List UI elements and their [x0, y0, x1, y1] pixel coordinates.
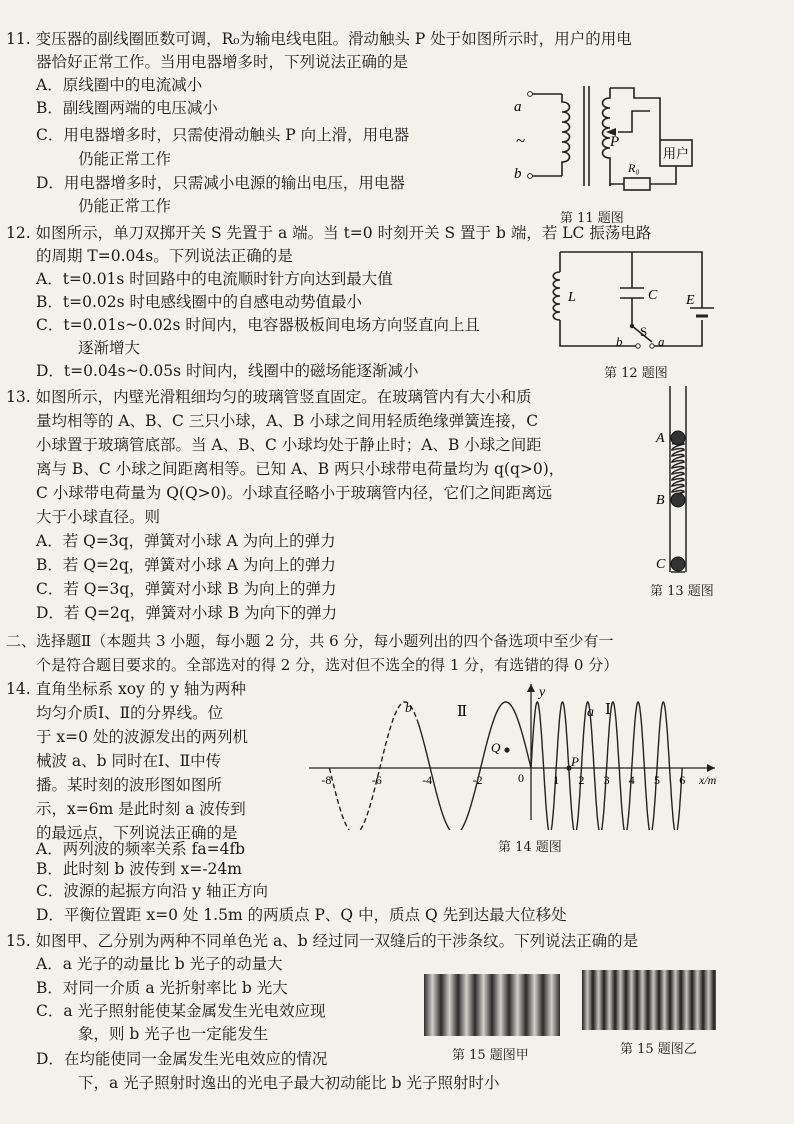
q12-fig-label-e: E [686, 293, 695, 308]
q13-glass-tube-figure [650, 384, 700, 576]
q11-fig-label-b: b [514, 166, 522, 182]
q14-tick-label: 1 [553, 773, 560, 787]
q14-fig-y-axis-label: y [539, 685, 546, 700]
q11-fig-user-box-label: 用户 [663, 146, 690, 161]
q11-figure-caption: 第 11 题图 [560, 211, 624, 226]
q15-option-c-line2: 象，则 b 光子也一定能发生 [78, 1025, 269, 1043]
q12-figure-caption: 第 12 题图 [604, 366, 668, 381]
q14-tick-label: 5 [654, 773, 660, 787]
q13-fig-ball-c: C [656, 557, 666, 572]
section2-heading-line1: 二、选择题Ⅱ（本题共 3 小题，每小题 2 分，共 6 分，每小题列出的四个备选项中至少有一 [6, 632, 614, 650]
q11-option-d-line2: 仍能正常工作 [78, 197, 172, 215]
q13-stem-line5: C 小球带电荷量为 Q(Q>0)。小球直径略小于玻璃管内径，它们之间距离远 [36, 484, 553, 502]
q12-option-d: D．t=0.04s~0.05s 时间内，线圈中的磁场能逐渐减小 [36, 362, 419, 380]
q12-option-c-line2: 逐渐增大 [78, 339, 141, 357]
q13-stem-line2: 量均相等的 A、B、C 三只小球，A、B 小球之间用轻质绝缘弹簧连接，C [36, 412, 539, 430]
q14-stem-line3: 于 x=0 处的波源发出的两列机 [36, 728, 248, 746]
q15-option-c-line1: C．a 光子照射能使某金属发生光电效应现 [36, 1002, 326, 1020]
q15-fringe-pattern-b [582, 970, 716, 1030]
q14-fig-origin: 0 [518, 771, 524, 785]
q15-fringe-pattern-a [424, 974, 560, 1036]
q14-neg-tick-labels [321, 773, 482, 787]
q14-tick-label: 4 [628, 773, 635, 787]
q12-fig-label-a: a [658, 334, 665, 349]
q13-fig-ball-b: B [656, 493, 665, 508]
q13-stem-line4: 离与 B、C 小球之间距离相等。已知 A、B 两只小球带电荷量均为 q(q>0)， [36, 460, 565, 478]
q15-caption-b: 第 15 题图乙 [620, 1042, 697, 1057]
q12-option-c-line1: C．t=0.01s~0.02s 时间内，电容器极板间电场方向竖直向上且 [36, 316, 480, 334]
q14-tick-label: 6 [679, 773, 686, 787]
q11-fig-r0-label: R₀ [628, 161, 640, 175]
q14-figure-caption: 第 14 题图 [498, 840, 562, 855]
q14-fig-x-axis-label: x/m [699, 773, 717, 787]
q13-stem-line1: 13. 如图所示，内壁光滑粗细均匀的玻璃管竖直固定。在玻璃管内有大小和质 [6, 388, 532, 406]
q13-stem-line3: 小球置于玻璃管底部。当 A、B、C 小球均处于静止时；A、B 小球之间距 [36, 436, 542, 454]
q14-option-c: C．波源的起振方向沿 y 轴正方向 [36, 882, 268, 900]
q14-fig-medium-II: Ⅱ [457, 704, 468, 720]
q15-option-d-line1: D．在均能使同一金属发生光电效应的情况 [36, 1050, 328, 1068]
q14-wave-a [531, 702, 682, 830]
q13-option-a: A．若 Q=3q，弹簧对小球 A 为向上的弹力 [36, 532, 336, 550]
q11-fig-label-a: a [514, 99, 522, 115]
q12-fig-label-s: S [640, 324, 648, 339]
q12-option-a: A．t=0.01s 时回路中的电流顺时针方向达到最大值 [36, 270, 393, 288]
q13-fig-ball-a: A [656, 431, 665, 446]
section2-heading-line2: 个是符合题目要求的。全部选对的得 2 分，选对但不选全的得 1 分，有选错的得 0 分） [36, 656, 619, 674]
q14-wave-b-dashed [329, 702, 417, 830]
q14-fig-wave-a-label: a [587, 705, 594, 720]
q14-stem-line4: 械波 a、b 同时在Ⅰ、Ⅱ中传 [36, 752, 222, 770]
q14-fig-medium-I: Ⅰ [605, 702, 611, 718]
q12-option-b: B．t=0.02s 时电感线圈中的自感电动势值最小 [36, 293, 363, 311]
q11-fig-ac-symbol: ~ [516, 131, 526, 150]
q11-stem-line1: 11. 变压器的副线圈匝数可调，R₀为输电线电阻。滑动触头 P 处于如图所示时，用户的用电 [6, 30, 632, 48]
q13-option-c: C．若 Q=3q，弹簧对小球 B 为向上的弹力 [36, 580, 337, 598]
q12-fig-label-b: b [616, 334, 623, 349]
q14-fig-point-q: Q [491, 740, 501, 755]
q11-option-c-line1: C．用电器增多时，只需使滑动触头 P 向上滑，用电器 [36, 126, 410, 144]
q12-fig-label-l: L [568, 290, 576, 305]
q15-option-b: B．对同一介质 a 光折射率比 b 光大 [36, 979, 288, 997]
q14-tick-label: 2 [578, 773, 585, 787]
q14-stem-line1: 14. 直角坐标系 xoy 的 y 轴为两种 [6, 680, 246, 698]
q14-stem-line7: 的最远点，下列说法正确的是 [36, 824, 238, 842]
q13-option-d: D．若 Q=2q，弹簧对小球 B 为向下的弹力 [36, 604, 338, 622]
q14-tick-label: -8 [321, 773, 332, 787]
q11-stem-line2: 器恰好正常工作。当用电器增多时，下列说法正确的是 [36, 53, 409, 71]
q14-wave-figure [305, 680, 725, 830]
q11-option-d-line1: D．用电器增多时，只需减小电源的输出电压，用电器 [36, 174, 405, 192]
q14-fig-wave-b-label: b [405, 701, 412, 716]
q14-wave-b-solid [418, 702, 531, 830]
q14-stem-line2: 均匀介质Ⅰ、Ⅱ的分界线。位 [36, 704, 224, 722]
q11-transformer-figure [500, 76, 700, 206]
q12-lc-circuit-figure [540, 246, 720, 356]
q11-option-c-line2: 仍能正常工作 [78, 150, 172, 168]
q13-figure-caption: 第 13 题图 [650, 584, 714, 599]
q15-caption-a: 第 15 题图甲 [452, 1048, 529, 1063]
q15-option-a: A．a 光子的动量比 b 光子的动量大 [36, 955, 283, 973]
q14-tick-label: -2 [472, 773, 483, 787]
q14-tick-label: -4 [422, 773, 433, 787]
q14-stem-line6: 示，x=6m 是此时刻 a 波传到 [36, 800, 246, 818]
q14-option-d: D．平衡位置距 x=0 处 1.5m 的两质点 P、Q 中，质点 Q 先到达最大位移处 [36, 906, 567, 924]
q12-stem-line2: 的周期 T=0.04s。下列说法正确的是 [36, 247, 293, 265]
q15-option-d-line2: 下，a 光子照射时逸出的光电子最大初动能比 b 光子照射时小 [78, 1074, 500, 1092]
q14-tick-label: -6 [371, 773, 382, 787]
q11-option-b: B．副线圈两端的电压减小 [36, 99, 218, 117]
q13-option-b: B．若 Q=2q，弹簧对小球 A 为向上的弹力 [36, 556, 336, 574]
q14-option-a: A．两列波的频率关系 fa=4fb [36, 840, 246, 858]
q15-stem-line1: 15. 如图甲、乙分别为两种不同单色光 a、b 经过同一双缝后的干涉条纹。下列说法正确的是 [6, 932, 639, 950]
q11-option-a: A．原线圈中的电流减小 [36, 76, 203, 94]
q14-option-b: B．此时刻 b 波传到 x=-24m [36, 860, 242, 878]
q13-stem-line6: 大于小球直径。则 [36, 508, 161, 526]
q12-fig-label-c: C [648, 288, 658, 303]
q14-fig-point-p: P [571, 754, 579, 769]
q14-stem-line5: 播。某时刻的波形图如图所 [36, 776, 223, 794]
q12-stem-line1: 12. 如图所示，单刀双掷开关 S 先置于 a 端。当 t=0 时刻开关 S 置于 b 端，若 LC 振荡电路 [6, 224, 652, 242]
q11-fig-label-p: P [610, 134, 620, 150]
q14-tick-label: 3 [603, 773, 610, 787]
